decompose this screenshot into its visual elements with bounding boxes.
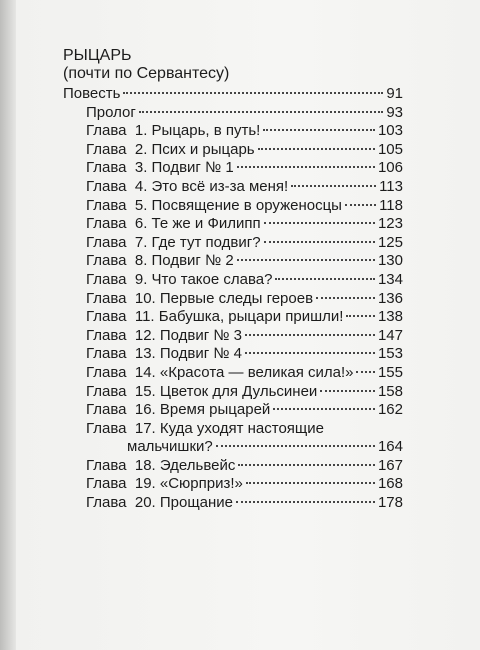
toc-entry [63, 178, 403, 197]
toc-entry-page: 103 [377, 122, 403, 140]
toc-entry [63, 215, 403, 234]
toc-entry-page: 138 [377, 308, 403, 326]
toc-entry [63, 104, 403, 123]
dot-leader [238, 464, 375, 466]
toc-entry-label: Глава 7. Где тут подвиг? [86, 233, 261, 251]
toc-entry-label: Глава 3. Подвиг № 1 [86, 159, 234, 177]
toc-entry-page: 162 [377, 401, 403, 419]
dot-leader [236, 501, 375, 503]
toc-entry-page: 113 [379, 177, 403, 195]
toc-entry-page: 153 [377, 345, 403, 363]
toc-entry [63, 383, 403, 402]
toc-entry [63, 234, 403, 253]
book-spine-shadow [0, 0, 16, 650]
toc-entry-label: Глава 2. Псих и рыцарь [86, 140, 255, 158]
toc-entry-label: Глава 1. Рыцарь, в путь! [86, 122, 261, 140]
toc-entry-page: 167 [377, 456, 403, 474]
dot-leader [258, 148, 375, 150]
toc-entry-label: Глава 17. Куда уходят настоящие [86, 419, 324, 437]
toc-entry-page: 118 [379, 196, 403, 214]
toc-entry-page: 168 [377, 475, 403, 493]
toc-entry-page: 164 [377, 438, 403, 456]
toc-entry-label: Глава 19. «Сюрприз!» [86, 475, 243, 493]
toc-entry-label: Глава 15. Цветок для Дульсинеи [86, 382, 318, 400]
dot-leader [316, 297, 375, 299]
toc-entry-page: 93 [386, 103, 403, 121]
toc-entry-page: 106 [377, 159, 403, 177]
toc-entry [63, 475, 403, 494]
dot-leader [345, 204, 376, 206]
toc-entry [63, 141, 403, 160]
toc-entry [63, 364, 403, 383]
toc-entry-label: Пролог [86, 103, 136, 121]
toc-entry-label: Повесть [63, 85, 121, 102]
toc-entry [63, 438, 403, 457]
toc-entry-label: Глава 5. Посвящение в оруженосцы [86, 196, 342, 214]
toc-subtitle: (почти по Сервантесу) [63, 65, 230, 82]
toc-entry-label: мальчишки? [127, 438, 213, 456]
toc-entry [63, 457, 403, 476]
toc-entry-page: 123 [377, 215, 403, 233]
toc-entry-label: Глава 6. Те же и Филипп [86, 215, 261, 233]
toc-entry [63, 122, 403, 141]
dot-leader [245, 334, 375, 336]
toc-entry-label: Глава 8. Подвиг № 2 [86, 252, 234, 270]
toc-entry [63, 290, 403, 309]
toc-entry-label: Глава 12. Подвиг № 3 [86, 326, 243, 344]
toc-entry [63, 308, 403, 327]
dot-leader [237, 166, 375, 168]
dot-leader [291, 185, 376, 187]
dot-leader [139, 111, 383, 113]
toc-entry-page: 91 [386, 85, 403, 102]
toc-entry-label: Глава 14. «Красота — великая сила!» [86, 363, 354, 381]
toc-entry-label: Глава 18. Эдельвейс [86, 456, 236, 474]
table-of-contents [63, 47, 403, 513]
toc-entry-page: 178 [377, 494, 403, 512]
toc-entry-page: 158 [377, 382, 403, 400]
toc-entry [63, 327, 403, 346]
dot-leader [356, 371, 374, 373]
toc-entry-page: 105 [377, 140, 403, 158]
toc-entry-label: Глава 9. Что такое слава? [86, 270, 273, 288]
dot-leader [237, 259, 375, 261]
toc-entry-label: Глава 16. Время рыцарей [86, 401, 271, 419]
toc-entry [63, 401, 403, 420]
dot-leader [273, 408, 375, 410]
toc-entry-label: Глава 20. Прощание [86, 494, 234, 512]
dot-leader [346, 315, 375, 317]
toc-entry-page: 125 [377, 233, 403, 251]
dot-leader [123, 92, 383, 94]
dot-leader [245, 352, 375, 354]
dot-leader [216, 445, 375, 447]
toc-entries [63, 85, 403, 513]
toc-entry-label: Глава 13. Подвиг № 4 [86, 345, 243, 363]
dot-leader [320, 390, 375, 392]
toc-entry [63, 494, 403, 513]
toc-entry [63, 420, 403, 439]
dot-leader [264, 241, 375, 243]
toc-entry-page: 147 [377, 326, 403, 344]
dot-leader [275, 278, 375, 280]
toc-entry-label: Глава 4. Это всё из-за меня! [86, 177, 289, 195]
toc-entry [63, 252, 403, 271]
dot-leader [263, 129, 375, 131]
toc-entry-page: 136 [377, 289, 403, 307]
toc-entry [63, 197, 403, 216]
toc-entry-label: Глава 11. Бабушка, рыцари пришли! [86, 308, 344, 326]
dot-leader [246, 482, 375, 484]
toc-entry-page: 134 [377, 270, 403, 288]
toc-title: РЫЦАРЬ [63, 47, 132, 64]
toc-entry [63, 345, 403, 364]
toc-entry-page: 130 [377, 252, 403, 270]
toc-entry [63, 159, 403, 178]
toc-entry [63, 85, 403, 104]
toc-entry [63, 271, 403, 290]
dot-leader [264, 222, 375, 224]
toc-entry-label: Глава 10. Первые следы героев [86, 289, 314, 307]
toc-entry-page: 155 [377, 363, 403, 381]
